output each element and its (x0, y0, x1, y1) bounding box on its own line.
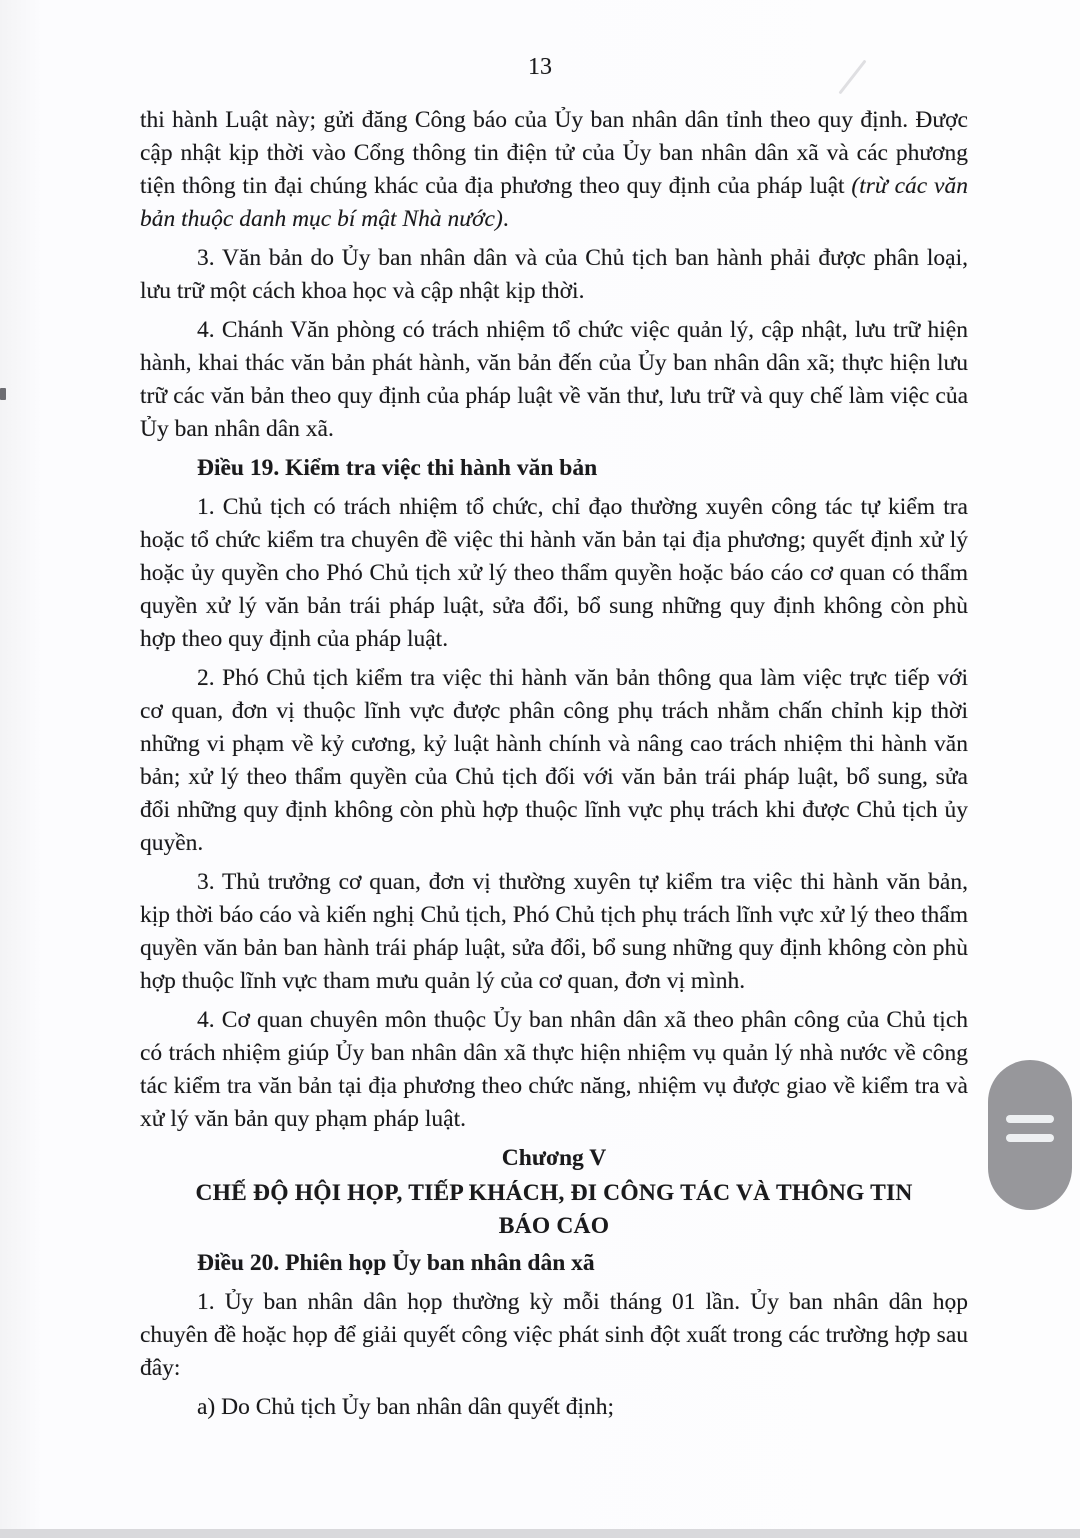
article-19-heading: Điều 19. Kiểm tra việc thi hành văn bản (197, 455, 598, 481)
paragraph-continuation-text: thi hành Luật này; gửi đăng Công báo của Ủy ban nhân dân tỉnh theo quy định. Được cập nhật kịp thời vào Cổng thông tin điện tử của Ủy ban nhân dân xã và các phương tiện thông tin đại chúng khác của địa phương theo quy định của pháp luật (140, 107, 968, 199)
clause-4-paragraph: 4. Chánh Văn phòng có trách nhiệm tổ chức việc quản lý, cập nhật, lưu trữ hiện hành, khai thác văn bản phát hành, văn bản đến của Ủy ban nhân dân xã; thực hiện lưu trữ các văn bản theo quy định của pháp luật về văn thư, lưu trữ và quy chế làm việc của Ủy ban nhân dân xã. (140, 317, 968, 442)
drag-handle[interactable] (988, 1060, 1072, 1210)
chapter-title-line-2: BÁO CÁO (498, 1213, 610, 1239)
chapter-title-line-1: CHẾ ĐỘ HỘI HỌP, TIẾP KHÁCH, ĐI CÔNG TÁC VÀ THÔNG TIN (195, 1180, 913, 1206)
page-number: 13 (528, 54, 552, 80)
article-20-heading: Điều 20. Phiên họp Ủy ban nhân dân xã (197, 1250, 595, 1276)
article-20-clause-1: 1. Ủy ban nhân dân họp thường kỳ mỗi tháng 01 lần. Ủy ban nhân dân họp chuyên đề hoặc họp để giải quyết công việc phát sinh đột xuất trong các trường hợp sau đây: (140, 1289, 968, 1381)
drag-handle-lines-icon (1006, 1134, 1054, 1142)
paragraph-continuation-period: . (502, 206, 509, 232)
article-20-point-a: a) Do Chủ tịch Ủy ban nhân dân quyết định; (197, 1394, 615, 1420)
chapter-title (140, 1177, 968, 1243)
article-19-clause-4: 4. Cơ quan chuyên môn thuộc Ủy ban nhân dân xã theo phân công của Chủ tịch có trách nhiệm giúp Ủy ban nhân dân xã thực hiện nhiệm vụ quản lý nhà nước về công tác kiểm tra văn bản tại địa phương theo chức năng, nhiệm vụ được giao về kiểm tra và xử lý văn bản quy phạm pháp luật. (140, 1007, 968, 1132)
clause-3-paragraph: 3. Văn bản do Ủy ban nhân dân và của Chủ tịch ban hành phải được phân loại, lưu trữ một cách khoa học và cập nhật kịp thời. (140, 245, 968, 304)
article-19-clause-2: 2. Phó Chủ tịch kiểm tra việc thi hành văn bản thông qua làm việc trực tiếp với cơ quan, đơn vị thuộc lĩnh vực được phân công phụ trách nhằm chấn chỉnh kịp thời những vi phạm về kỷ cương, kỷ luật hành chính và nâng cao trách nhiệm thi hành văn bản; xử lý theo thẩm quyền của Chủ tịch đối với văn bản trái pháp luật, bổ sung, sửa đổi những quy định không còn phù hợp thuộc lĩnh vực phụ trách khi được Chủ tịch ủy quyền. (140, 665, 968, 856)
scan-artifact-speck (0, 388, 6, 400)
paragraph-continuation-italic-note: (trừ các văn bản thuộc danh mục bí mật Nhà nước) (140, 173, 968, 232)
paragraph-continuation (140, 104, 968, 236)
drag-handle-lines-icon (1006, 1115, 1054, 1123)
article-19-clause-1: 1. Chủ tịch có trách nhiệm tổ chức, chỉ đạo thường xuyên công tác tự kiểm tra hoặc tổ chức kiểm tra chuyên đề việc thi hành văn bản tại địa phương; quyết định xử lý hoặc ủy quyền cho Phó Chủ tịch xử lý theo thẩm quyền hoặc báo cáo cơ quan có thẩm quyền xử lý văn bản trái pháp luật, sửa đổi, bổ sung những quy định không còn phù hợp theo quy định của pháp luật. (140, 494, 968, 652)
bottom-edge-bar (0, 1529, 1080, 1538)
chapter-label: Chương V (501, 1145, 607, 1171)
document-content (140, 104, 968, 1430)
article-19-clause-3: 3. Thủ trưởng cơ quan, đơn vị thường xuyên tự kiểm tra việc thi hành văn bản, kịp thời báo cáo và kiến nghị Chủ tịch, Phó Chủ tịch phụ trách lĩnh vực xử lý theo thẩm quyền văn bản ban hành trái pháp luật, sửa đổi, bổ sung những quy định không còn phù hợp thuộc lĩnh vực tham mưu quản lý của cơ quan, đơn vị mình. (140, 869, 968, 994)
